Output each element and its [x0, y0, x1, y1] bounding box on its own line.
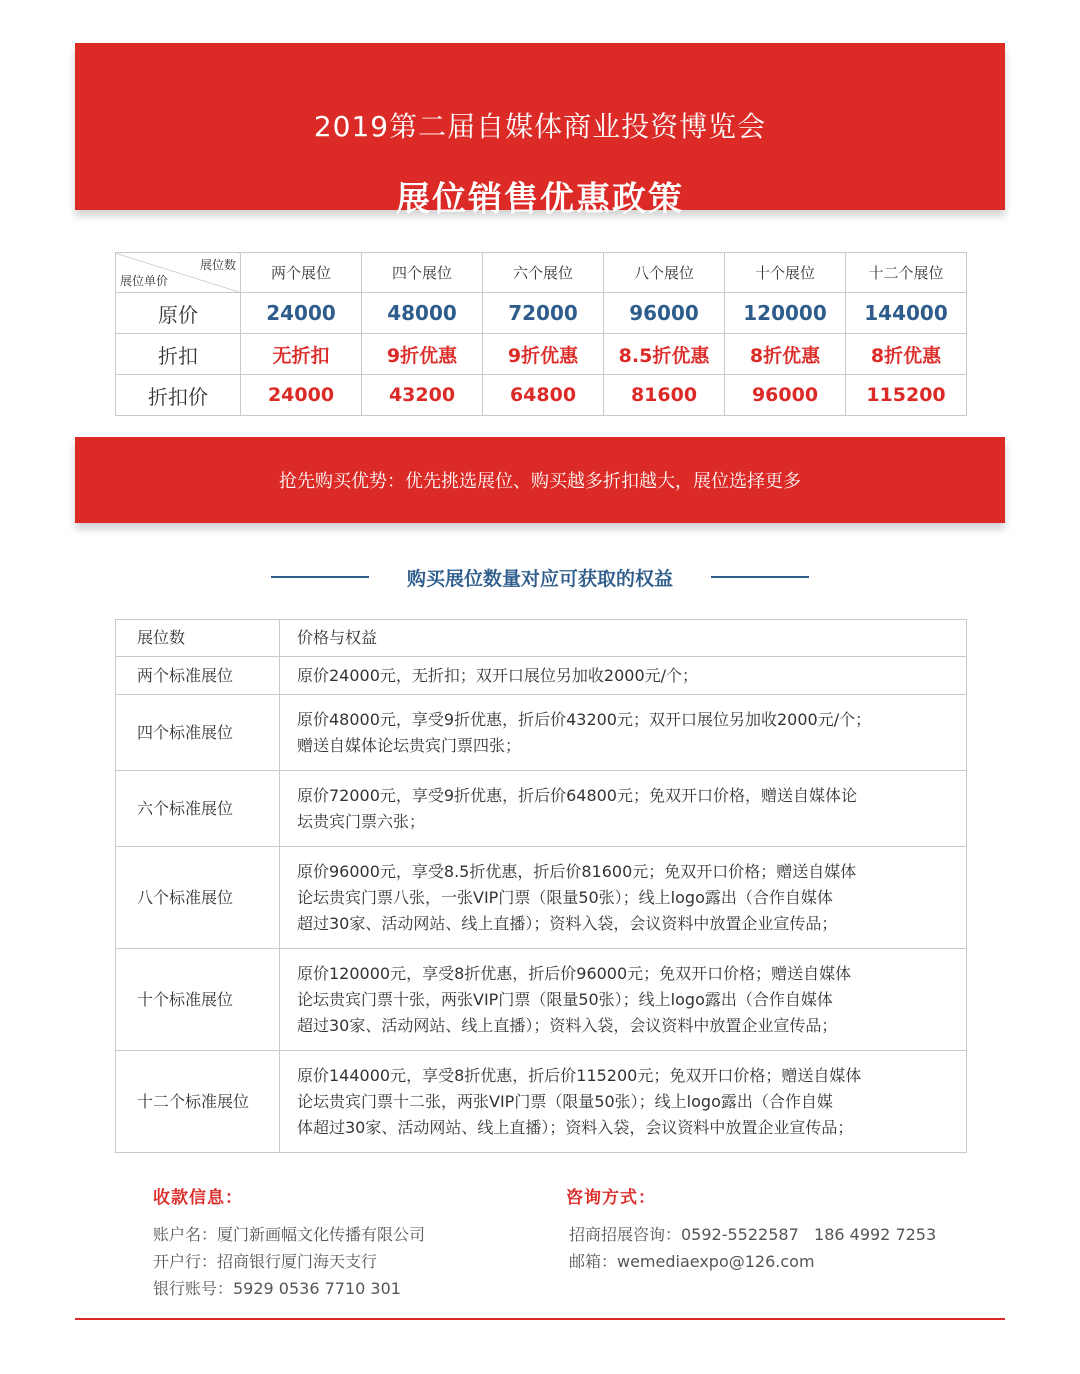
column-header: 八个展位 — [604, 253, 725, 293]
table-row — [116, 1051, 967, 1153]
heading-rule-right — [711, 576, 809, 578]
table-row — [116, 657, 967, 695]
discount-cell: 9折优惠 — [483, 334, 604, 375]
table-row — [116, 771, 967, 847]
price-table-header-row — [116, 253, 967, 293]
benefit-cell — [280, 657, 967, 695]
event-title: 2019第二届自媒体商业投资博览会 — [313, 110, 767, 143]
discounted-price-cell: 24000 — [241, 375, 362, 416]
discounted-price-cell: 43200 — [362, 375, 483, 416]
discount-cell: 8.5折优惠 — [604, 334, 725, 375]
benefit-line: 体超过30家、活动网站、线上直播）；资料入袋，会议资料中放置企业宣传品； — [297, 1117, 854, 1137]
column-header: 价格与权益 — [280, 620, 967, 657]
account-name: 账户名：厦门新画幅文化传播有限公司 — [153, 1225, 426, 1244]
benefit-cell — [280, 695, 967, 771]
bank-account-number: 银行账号：5929 0536 7710 301 — [153, 1279, 401, 1298]
benefit-line: 原价144000元，享受8折优惠，折后价115200元；免双开口价格；赠送自媒体 — [297, 1065, 862, 1085]
bottom-divider — [75, 1318, 1005, 1320]
discount-row — [116, 334, 967, 375]
price-cell: 144000 — [846, 293, 967, 334]
table-row — [116, 695, 967, 771]
column-header: 展位数 — [116, 620, 280, 657]
row-label: 原价 — [116, 293, 241, 334]
contact-phone: 招商招展咨询：0592-5522587 186 4992 7253 — [569, 1225, 937, 1244]
column-header: 六个展位 — [483, 253, 604, 293]
title-banner — [75, 43, 1005, 220]
discounted-price-cell: 96000 — [725, 375, 846, 416]
original-price-row — [116, 293, 967, 334]
discount-cell: 无折扣 — [241, 334, 362, 375]
benefit-cell — [280, 949, 967, 1051]
row-label: 折扣 — [116, 334, 241, 375]
column-header: 十个展位 — [725, 253, 846, 293]
discounted-price-row — [116, 375, 967, 416]
booth-count-cell: 十个标准展位 — [116, 949, 280, 1051]
discount-cell: 8折优惠 — [846, 334, 967, 375]
benefit-line: 赠送自媒体论坛贵宾门票四张； — [297, 735, 522, 755]
benefit-line: 原价48000元，享受9折优惠，折后价43200元；双开口展位另加收2000元/个； — [297, 709, 872, 729]
benefit-line: 超过30家、活动网站、线上直播）；资料入袋，会议资料中放置企业宣传品； — [297, 913, 838, 933]
table-row — [116, 949, 967, 1051]
benefit-line: 原价24000元，无折扣；双开口展位另加收2000元/个； — [297, 665, 699, 685]
benefit-line: 论坛贵宾门票八张，一张VIP门票（限量50张）；线上logo露出（合作自媒体 — [297, 887, 833, 907]
contact-email: 邮箱：wemediaexpo@126.com — [569, 1252, 815, 1271]
section-heading-text: 购买展位数量对应可获取的权益 — [406, 568, 673, 590]
benefit-table-header-row — [116, 620, 967, 657]
price-cell: 24000 — [241, 293, 362, 334]
booth-count-cell: 十二个标准展位 — [116, 1051, 280, 1153]
table-row — [116, 847, 967, 949]
section-heading — [0, 564, 1080, 590]
column-header: 两个展位 — [241, 253, 362, 293]
corner-booth-count-label: 展位数 — [199, 258, 236, 272]
benefit-cell — [280, 771, 967, 847]
booth-count-cell: 六个标准展位 — [116, 771, 280, 847]
benefit-cell — [280, 1051, 967, 1153]
booth-count-cell: 两个标准展位 — [116, 657, 280, 695]
price-cell: 96000 — [604, 293, 725, 334]
discounted-price-cell: 115200 — [846, 375, 967, 416]
price-cell: 120000 — [725, 293, 846, 334]
benefit-table — [115, 619, 967, 1153]
column-header: 四个展位 — [362, 253, 483, 293]
benefit-line: 原价72000元，享受9折优惠，折后价64800元；免双开口价格，赠送自媒体论 — [297, 785, 857, 805]
column-header: 十二个展位 — [846, 253, 967, 293]
price-table-corner-cell — [116, 253, 241, 293]
promo-banner — [75, 437, 1005, 523]
benefit-cell — [280, 847, 967, 949]
price-cell: 48000 — [362, 293, 483, 334]
benefit-line: 论坛贵宾门票十张，两张VIP门票（限量50张）；线上logo露出（合作自媒体 — [297, 989, 833, 1009]
booth-count-cell: 八个标准展位 — [116, 847, 280, 949]
benefit-line: 超过30家、活动网站、线上直播）；资料入袋，会议资料中放置企业宣传品； — [297, 1015, 838, 1035]
promo-text: 抢先购买优势：优先挑选展位、购买越多折扣越大，展位选择更多 — [279, 471, 801, 492]
discount-cell: 9折优惠 — [362, 334, 483, 375]
booth-count-cell: 四个标准展位 — [116, 695, 280, 771]
benefit-line: 论坛贵宾门票十二张，两张VIP门票（限量50张）；线上logo露出（合作自媒 — [297, 1091, 833, 1111]
price-table — [115, 252, 967, 416]
benefit-line: 原价96000元，享受8.5折优惠，折后价81600元；免双开口价格；赠送自媒体 — [297, 861, 857, 881]
benefit-line: 原价120000元，享受8折优惠，折后价96000元；免双开口价格；赠送自媒体 — [297, 963, 852, 983]
benefit-line: 坛贵宾门票六张； — [297, 811, 426, 831]
discounted-price-cell: 81600 — [604, 375, 725, 416]
discount-cell: 8折优惠 — [725, 334, 846, 375]
discounted-price-cell: 64800 — [483, 375, 604, 416]
bank-branch: 开户行：招商银行厦门海天支行 — [153, 1252, 378, 1271]
contact-title: 咨询方式： — [566, 1188, 656, 1208]
corner-unit-price-label: 展位单价 — [120, 274, 169, 288]
payment-info-title: 收款信息： — [153, 1188, 243, 1208]
row-label: 折扣价 — [116, 375, 241, 416]
policy-title: 展位销售优惠政策 — [396, 179, 684, 220]
price-cell: 72000 — [483, 293, 604, 334]
